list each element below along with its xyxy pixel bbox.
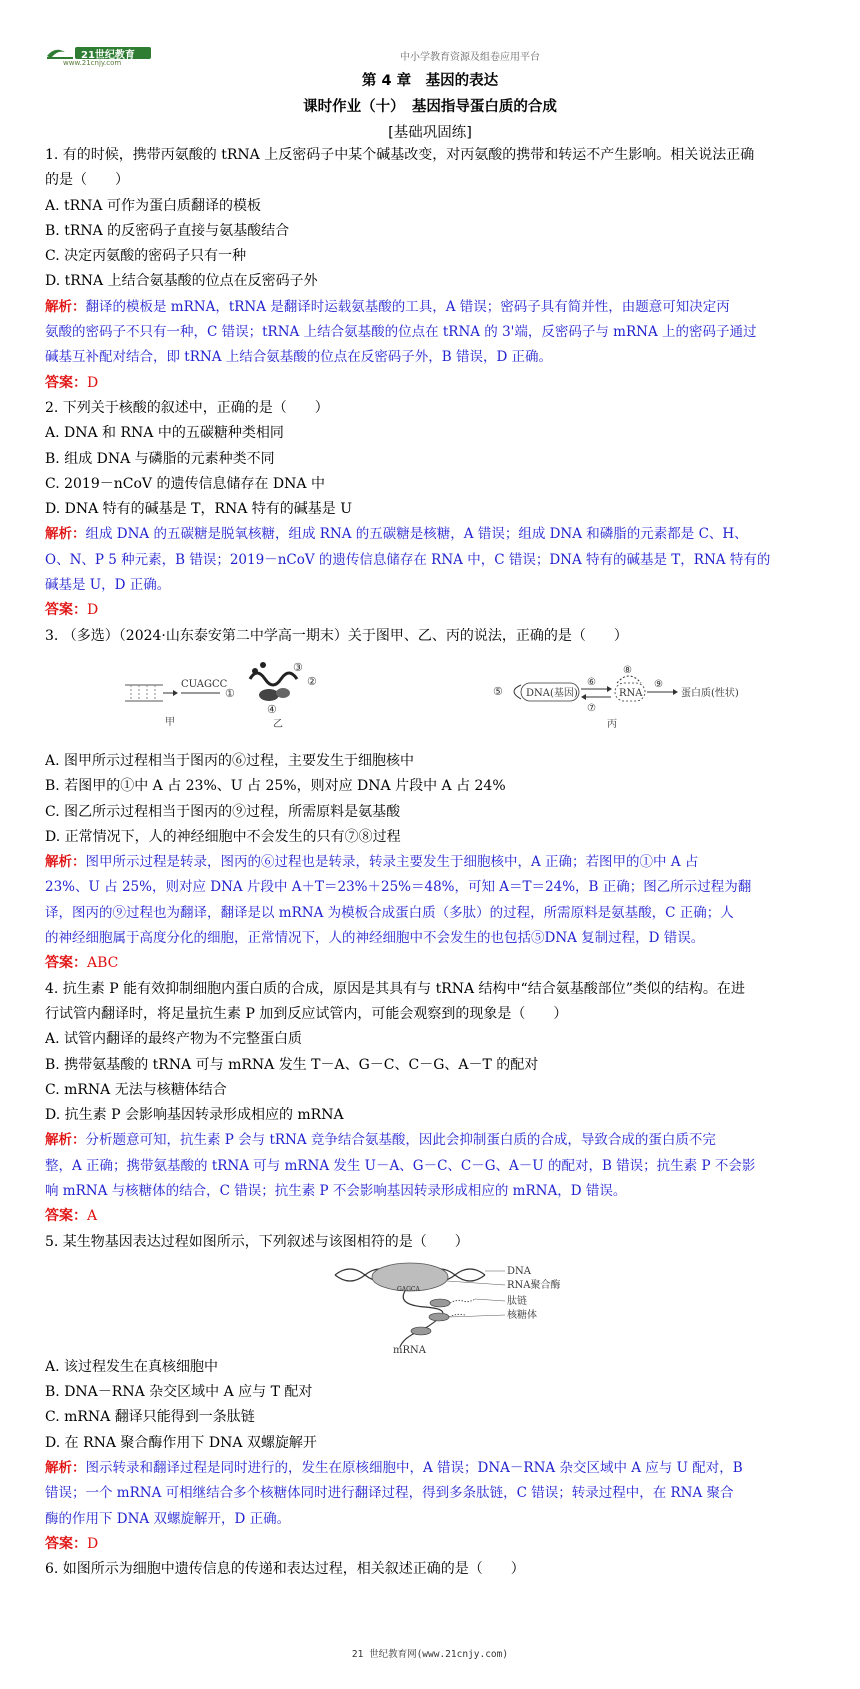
label-1: ① (225, 686, 235, 700)
question-stem: 5. 某生物基因表达过程如图所示，下列叙述与该图相符的是（ ） (45, 1233, 469, 1250)
option-a: A. 图甲所示过程相当于图丙的⑥过程，主要发生于细胞核中 (45, 752, 415, 769)
question-stem: 3. （多选）（2024·山东泰安第二中学高一期末）关于图甲、乙、丙的说法，正确的是（ ） (45, 627, 628, 644)
option-d: D. DNA 特有的碱基是 T，RNA 特有的碱基是 U (45, 501, 353, 518)
analysis (45, 295, 820, 320)
rna-label: RNA (619, 687, 643, 699)
logo-url: www.21cnjy.com (63, 59, 122, 67)
ribosome-label: 核糖体 (507, 1309, 537, 1321)
question-3 (45, 624, 820, 977)
answer-value: ABC (87, 955, 119, 972)
analysis-text: 图示转录和翻译过程是同时进行的，发生在原核细胞中，A 错误；DNA－RNA 杂交区域中 A 应与 U 配对，B (85, 1460, 743, 1477)
mrna-label: mRNA (393, 1344, 426, 1355)
figure-jia-yi-bing (45, 649, 820, 749)
figure-bing (493, 665, 739, 730)
option-c: C. 2019－nCoV 的遗传信息储存在 DNA 中 (45, 475, 325, 492)
figure-gene-expression (45, 1255, 820, 1355)
yi-label: 乙 (273, 718, 283, 730)
protein-label: 蛋白质(性状) (681, 687, 739, 699)
option-c: C. 决定丙氨酸的密码子只有一种 (45, 248, 247, 265)
option-a: A. DNA 和 RNA 中的五碳糖种类相同 (45, 425, 284, 442)
peptide-label: 肽链 (507, 1295, 527, 1307)
bing-label: 丙 (607, 718, 617, 730)
analysis-cont: 碱基互补配对结合，即 tRNA 上结合氨基酸的位点在反密码子外，B 错误，D 正确。 (45, 349, 553, 366)
analysis (45, 850, 820, 875)
chapter-title: 第 4 章 基因的表达 (361, 73, 499, 89)
jia-label: 甲 (165, 716, 175, 728)
analysis-cont: 整，A 正确；携带氨基酸的 tRNA 可与 mRNA 发生 U－A、G－C、C－G、A－U 的配对，B 错误；抗生素 P 不会影 (45, 1157, 756, 1174)
question-1 (45, 143, 820, 396)
option-d: D. 在 RNA 聚合酶作用下 DNA 双螺旋解开 (45, 1434, 317, 1451)
answer (45, 1204, 820, 1229)
answer-value: D (87, 602, 99, 619)
label-3: ③ (293, 660, 303, 674)
option-c: C. 图乙所示过程相当于图丙的⑨过程，所需原料是氨基酸 (45, 803, 401, 820)
analysis-cont: 酶的作用下 DNA 双螺旋解开，D 正确。 (45, 1510, 291, 1527)
option-b: B. 组成 DNA 与磷脂的元素种类不同 (45, 450, 275, 467)
label-2: ② (307, 674, 317, 688)
analysis-text: 图甲所示过程是转录，图丙的⑥过程也是转录，转录主要发生于细胞核中，A 正确；若图甲的①中 A 占 (85, 854, 699, 871)
answer (45, 951, 820, 976)
figure-jia (125, 679, 235, 728)
option-c: C. mRNA 无法与核糖体结合 (45, 1081, 227, 1098)
analysis-text: 分析题意可知，抗生素 P 会与 tRNA 竞争结合氨基酸，因此会抑制蛋白质的合成，导致合成的蛋白质不完 (85, 1132, 716, 1149)
question-5 (45, 1230, 820, 1558)
site-logo (45, 44, 165, 67)
analysis (45, 1456, 820, 1481)
analysis-label: 解析： (45, 1460, 86, 1477)
answer-label: 答案： (45, 374, 87, 391)
label-5: ⑤ (493, 684, 503, 698)
answer-value: D (87, 374, 99, 391)
figure-3-svg (45, 649, 820, 749)
analysis (45, 1128, 820, 1153)
jia-sequence: CUAGCC (181, 678, 228, 690)
analysis-text: 组成 DNA 的五碳糖是脱氧核糖，组成 RNA 的五碳糖是核糖，A 错误；组成 DNA 和磷脂的元素都是 C、H、 (85, 526, 748, 543)
option-a: A. 试管内翻译的最终产物为不完整蛋白质 (45, 1031, 303, 1048)
question-4 (45, 977, 820, 1230)
analysis-cont: O、N、P 5 种元素，B 错误；2019－nCoV 的遗传信息储存在 RNA 中，C 错误；DNA 特有的碱基是 T，RNA 特有的 (45, 551, 771, 568)
answer-label: 答案： (45, 955, 87, 972)
question-stem-cont: 的是（ ） (45, 172, 129, 189)
answer (45, 598, 820, 623)
dna-label: DNA (507, 1265, 531, 1277)
figure-yi (250, 661, 317, 730)
label-6: ⑥ (587, 676, 596, 688)
option-c: C. mRNA 翻译只能得到一条肽链 (45, 1409, 255, 1426)
section-title: [基础巩固练] (388, 125, 472, 141)
label-8: ⑧ (623, 664, 632, 676)
analysis-cont: 23%、U 占 25%，则对应 DNA 片段中 A＋T＝23%＋25%＝48%，可知 A＝T＝24%，B 正确；图乙所示过程为翻 (45, 879, 752, 896)
label-9: ⑨ (654, 678, 663, 690)
option-a: A. tRNA 可作为蛋白质翻译的模板 (45, 197, 261, 214)
question-2 (45, 396, 820, 624)
analysis-cont: 碱基是 U，D 正确。 (45, 577, 171, 594)
analysis-label: 解析： (45, 298, 86, 315)
platform-name: 中小学教育资源及组卷应用平台 (400, 52, 540, 63)
footer: 21 世纪教育网(www.21cnjy.com) (351, 1649, 509, 1660)
option-d: D. 正常情况下，人的神经细胞中不会发生的只有⑦⑧过程 (45, 828, 401, 845)
question-stem: 4. 抗生素 P 能有效抑制细胞内蛋白质的合成，原因是其具有与 tRNA 结构中“结合氨基酸部位”类似的结构。在进 (45, 980, 745, 997)
label-7: ⑦ (587, 702, 596, 714)
answer-value: D (87, 1535, 99, 1552)
answer (45, 1532, 820, 1557)
logo-text: 21世纪教育 (81, 50, 135, 61)
option-b: B. 携带氨基酸的 tRNA 可与 mRNA 发生 T－A、G－C、C－G、A－T 的配对 (45, 1056, 539, 1073)
analysis-label: 解析： (45, 854, 86, 871)
analysis-cont: 响 mRNA 与核糖体的结合，C 错误；抗生素 P 不会影响基因转录形成相应的 mRNA，D 错误。 (45, 1182, 627, 1199)
option-b: B. tRNA 的反密码子直接与氨基酸结合 (45, 222, 290, 239)
option-d: D. tRNA 上结合氨基酸的位点在反密码子外 (45, 273, 318, 290)
question-list (45, 143, 820, 1583)
analysis-text: 翻译的模板是 mRNA，tRNA 是翻译时运载氨基酸的工具，A 错误；密码子具有简并性，由题意可知决定丙 (85, 298, 730, 315)
question-stem-cont: 行试管内翻译时，将足量抗生素 P 加到反应试管内，可能会观察到的现象是（ ） (45, 1005, 568, 1022)
option-b: B. DNA－RNA 杂交区域中 A 应与 T 配对 (45, 1384, 313, 1401)
question-stem: 2. 下列关于核酸的叙述中，正确的是（ ） (45, 399, 329, 416)
analysis-cont: 错误；一个 mRNA 可相继结合多个核糖体同时进行翻译过程，得到多条肽链，C 错误；转录过程中，在 RNA 聚合 (45, 1485, 734, 1502)
question-stem: 1. 有的时候，携带丙氨酸的 tRNA 上反密码子中某个碱基改变，对丙氨酸的携带和转运不产生影响。相关说法正确 (45, 147, 755, 163)
question-stem: 6. 如图所示为细胞中遗传信息的传递和表达过程，相关叙述正确的是（ ） (45, 1561, 525, 1578)
lesson-title: 课时作业（十） 基因指导蛋白质的合成 (303, 99, 557, 115)
answer-label: 答案： (45, 602, 87, 619)
figure-5-svg (45, 1255, 820, 1355)
answer-label: 答案： (45, 1208, 87, 1225)
analysis-cont: 氨酸的密码子不只有一种，C 错误；tRNA 上结合氨基酸的位点在 tRNA 的 3'端，反密码子与 mRNA 上的密码子通过 (45, 324, 757, 341)
option-a: A. 该过程发生在真核细胞中 (45, 1358, 219, 1375)
option-b: B. 若图甲的①中 A 占 23%、U 占 25%，则对应 DNA 片段中 A 占 24% (45, 778, 506, 795)
answer-value: A (87, 1208, 98, 1225)
question-6 (45, 1557, 820, 1582)
analysis-label: 解析： (45, 1132, 86, 1149)
analysis (45, 522, 820, 547)
option-d: D. 抗生素 P 会影响基因转录形成相应的 mRNA (45, 1107, 344, 1124)
label-4: ④ (267, 702, 277, 716)
hybrid-sequence: GAGCA (397, 1285, 420, 1293)
analysis-cont: 译，图丙的⑨过程也为翻译，翻译是以 mRNA 为模板合成蛋白质（多肽）的过程，所需原料是氨基酸，C 正确；人 (45, 904, 734, 921)
answer (45, 371, 820, 396)
answer-label: 答案： (45, 1535, 87, 1552)
dna-gene-label: DNA(基因) (526, 687, 578, 699)
analysis-label: 解析： (45, 526, 86, 543)
analysis-cont: 的神经细胞属于高度分化的细胞，正常情况下，人的神经细胞中不会发生的也包括⑤DNA 复制过程，D 错误。 (45, 930, 705, 947)
rna-polymerase-label: RNA聚合酶 (507, 1279, 561, 1291)
